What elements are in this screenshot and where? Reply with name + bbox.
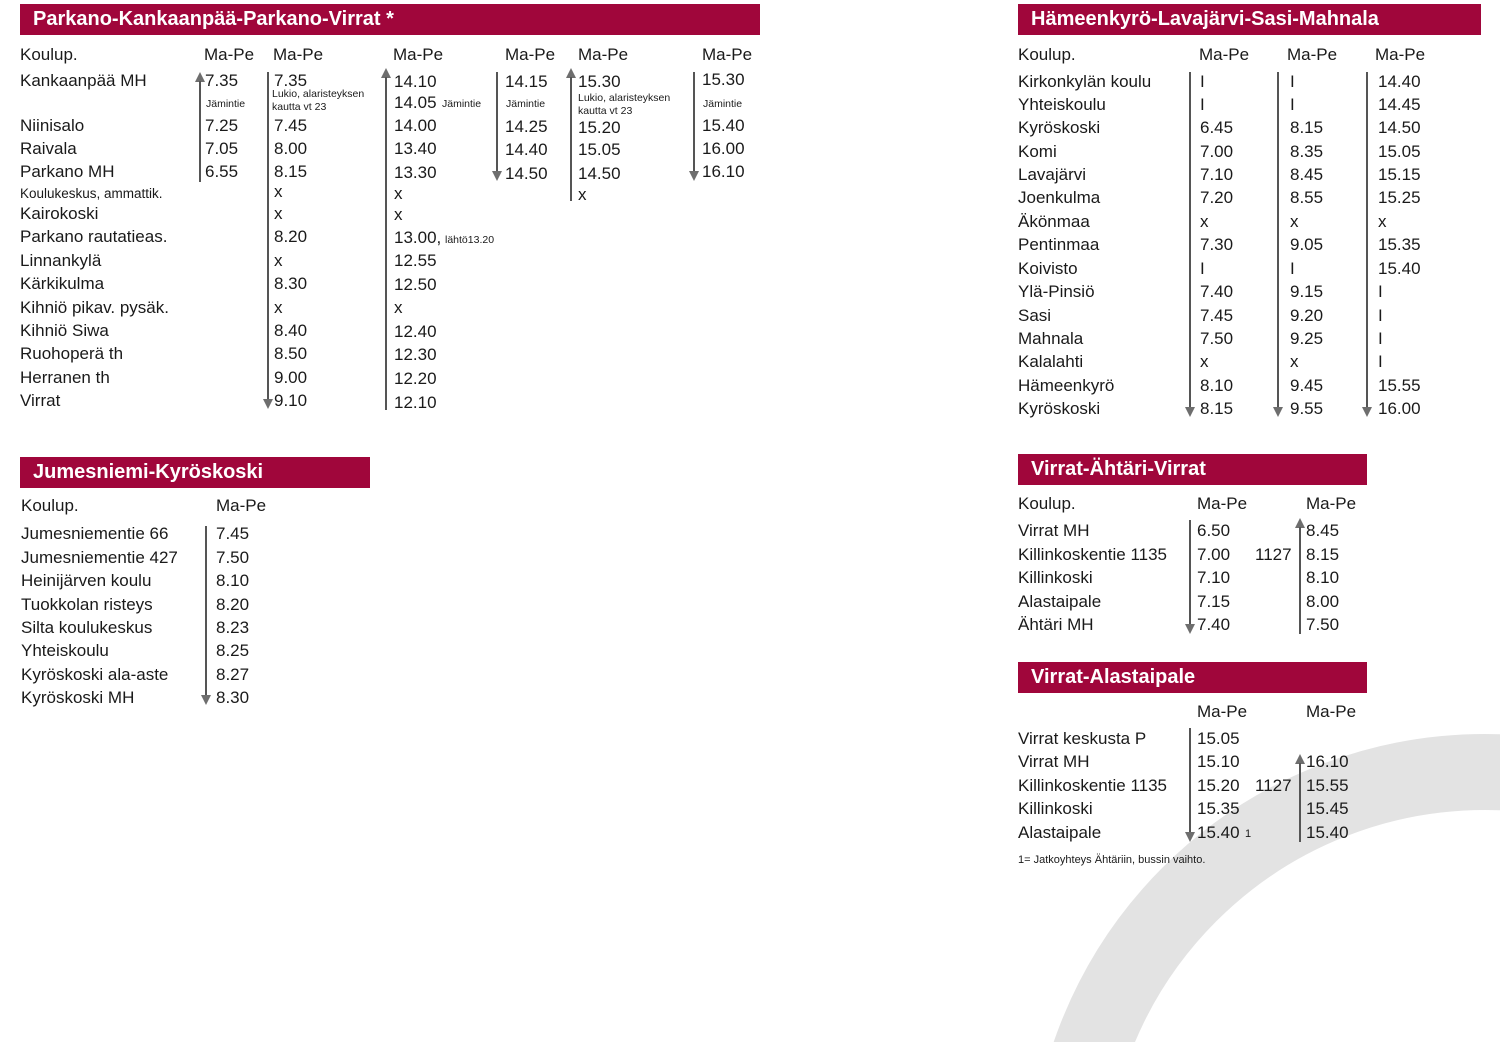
departure-time: 8.00 <box>1306 592 1340 611</box>
column-header-days: Ma-Pe <box>1287 45 1338 64</box>
stop-name: Virrat MH <box>1018 521 1090 540</box>
departure-time: 12.50 <box>394 275 437 294</box>
stop-name: Kihniö Siwa <box>20 321 109 340</box>
stop-name: Kyröskoski MH <box>21 688 135 707</box>
departure-time: 16.10 <box>1306 752 1349 771</box>
departure-time: 15.55 <box>1378 376 1421 395</box>
departure-time: 9.00 <box>274 368 308 387</box>
departure-time: 7.50 <box>216 548 250 567</box>
stop-name: Kairokoski <box>20 204 99 223</box>
stop-name: Parkano rautatieas. <box>20 227 168 246</box>
departure-time: 9.10 <box>274 391 308 410</box>
departure-time: 16.10 <box>702 162 745 181</box>
route-note: lähtö13.20 <box>445 234 495 246</box>
departure-time: 16.00 <box>1378 399 1421 418</box>
departure-time: x <box>394 298 403 317</box>
departure-time: x <box>1290 212 1299 231</box>
table-title: Virrat-Alastaipale <box>1018 662 1367 693</box>
arrow-down-icon <box>1185 832 1195 842</box>
departure-time: 9.15 <box>1290 282 1324 301</box>
departure-time: 15.40 <box>1306 823 1349 842</box>
departure-time: 7.05 <box>205 139 239 158</box>
departure-time: 14.10 <box>394 72 437 91</box>
direction-line <box>496 72 498 172</box>
arrow-down-icon <box>1185 407 1195 417</box>
departure-time: x <box>274 251 283 270</box>
stop-name: Alastaipale <box>1018 592 1102 611</box>
departure-time: x <box>1200 212 1209 231</box>
departure-time: 14.50 <box>505 164 548 183</box>
stop-name: Killinkoski <box>1018 799 1093 818</box>
departure-time: 13.40 <box>394 139 437 158</box>
direction-line <box>1189 72 1191 408</box>
departure-time: 7.40 <box>1200 282 1234 301</box>
departure-time: 13.30 <box>394 163 437 182</box>
departure-time: x <box>274 204 283 223</box>
route-note: kautta vt 23 <box>578 105 633 117</box>
stop-number: 1127 <box>1255 545 1292 564</box>
column-header-days: Ma-Pe <box>204 45 255 64</box>
direction-line <box>1299 763 1301 842</box>
departure-time: 7.35 <box>205 71 239 90</box>
departure-time: 8.15 <box>1306 545 1340 564</box>
stop-name: Joenkulma <box>1018 188 1101 207</box>
departure-time: 6.50 <box>1197 521 1231 540</box>
stop-name: Kyröskoski <box>1018 399 1101 418</box>
departure-time: 8.45 <box>1290 165 1324 184</box>
stop-name: Killinkoski <box>1018 568 1093 587</box>
departure-time: 8.15 <box>1200 399 1234 418</box>
direction-line <box>205 526 207 696</box>
departure-time: 12.55 <box>394 251 437 270</box>
route-note: Jämintie <box>703 98 743 110</box>
departure-time: 7.50 <box>1200 329 1234 348</box>
departure-time: 7.45 <box>274 116 308 135</box>
departure-time: I <box>1290 72 1295 91</box>
stop-name: Virrat keskusta P <box>1018 729 1147 748</box>
stop-name: Koivisto <box>1018 259 1078 278</box>
stop-name: Herranen th <box>20 368 110 387</box>
departure-time: 12.20 <box>394 369 437 388</box>
departure-time: 15.45 <box>1306 799 1349 818</box>
departure-time: x <box>274 182 283 201</box>
stop-name: Ylä-Pinsiö <box>1018 282 1095 301</box>
departure-time: 8.55 <box>1290 188 1324 207</box>
stop-name: Pentinmaa <box>1018 235 1100 254</box>
column-header-days: Ma-Pe <box>578 45 629 64</box>
departure-time: 13.00, <box>394 228 442 247</box>
column-header-days: Ma-Pe <box>1199 45 1250 64</box>
departure-time: 14.40 <box>1378 72 1421 91</box>
direction-line <box>199 81 201 182</box>
direction-line <box>1189 520 1191 625</box>
departure-time: 15.35 <box>1197 799 1240 818</box>
arrow-down-icon <box>492 171 502 181</box>
departure-time: 15.10 <box>1197 752 1240 771</box>
column-header-days: Ma-Pe <box>1375 45 1426 64</box>
stop-name: Mahnala <box>1018 329 1084 348</box>
departure-time: 15.40 <box>1197 823 1240 842</box>
departure-time: 9.45 <box>1290 376 1324 395</box>
departure-time: 6.55 <box>205 162 239 181</box>
departure-time: x <box>394 184 403 203</box>
departure-time: 14.40 <box>505 140 548 159</box>
direction-line <box>1189 728 1191 833</box>
table-title: Virrat-Ähtäri-Virrat <box>1018 454 1367 485</box>
direction-line <box>267 72 269 400</box>
arrow-down-icon <box>201 695 211 705</box>
route-note: kautta vt 23 <box>272 101 327 113</box>
direction-line <box>1299 527 1301 634</box>
arrow-down-icon <box>689 171 699 181</box>
stop-name: Kärkikulma <box>20 274 105 293</box>
arrow-down-icon <box>263 399 273 409</box>
departure-time: 15.20 <box>578 118 621 137</box>
arrow-down-icon <box>1362 407 1372 417</box>
departure-time: I <box>1290 95 1295 114</box>
departure-time: 8.00 <box>274 139 308 158</box>
departure-time: 8.35 <box>1290 142 1324 161</box>
departure-time: I <box>1200 72 1205 91</box>
departure-time: 7.45 <box>216 524 250 543</box>
stop-name: Alastaipale <box>1018 823 1102 842</box>
stop-name: Virrat MH <box>1018 752 1090 771</box>
departure-time: 8.30 <box>216 688 250 707</box>
route-note: Jämintie <box>206 98 246 110</box>
column-header-days: Ma-Pe <box>1306 494 1357 513</box>
stop-name: Silta koulukeskus <box>21 618 153 637</box>
departure-time: 7.10 <box>1197 568 1231 587</box>
departure-time: 12.40 <box>394 322 437 341</box>
departure-time: 14.50 <box>1378 118 1421 137</box>
departure-time: 8.10 <box>1306 568 1340 587</box>
departure-time: 7.45 <box>1200 306 1234 325</box>
direction-line <box>1277 72 1279 408</box>
stop-name: Virrat <box>20 391 61 410</box>
departure-time: 15.40 <box>1378 259 1421 278</box>
departure-time: 15.05 <box>1378 142 1421 161</box>
departure-time: 7.25 <box>205 116 239 135</box>
column-header-days: Ma-Pe <box>1197 702 1248 721</box>
stop-name: Kankaanpää MH <box>20 71 147 90</box>
departure-time: 8.27 <box>216 665 250 684</box>
stop-name: Jumesniementie 66 <box>21 524 169 543</box>
stop-name: Killinkoskentie 1135 <box>1018 776 1167 795</box>
stop-name: Koulukeskus, ammattik. <box>20 186 163 201</box>
departure-time: I <box>1378 352 1383 371</box>
arrow-down-icon <box>1273 407 1283 417</box>
departure-time: 8.25 <box>216 641 250 660</box>
departure-time: 14.25 <box>505 117 548 136</box>
departure-time: 14.00 <box>394 116 437 135</box>
departure-time: 15.05 <box>578 140 621 159</box>
departure-time: 14.45 <box>1378 95 1421 114</box>
column-header-days: Ma-Pe <box>702 45 753 64</box>
departure-time: x <box>274 298 283 317</box>
departure-time: 7.10 <box>1200 165 1234 184</box>
departure-time: 15.35 <box>1378 235 1421 254</box>
departure-time: 7.35 <box>274 71 308 90</box>
route-note: Jämintie <box>506 98 546 110</box>
footnote: 1= Jatkoyhteys Ähtäriin, bussin vaihto. <box>1018 854 1206 866</box>
departure-time: 12.10 <box>394 393 437 412</box>
stop-name: Raivala <box>20 139 77 158</box>
direction-line <box>385 77 387 410</box>
departure-time: 6.45 <box>1200 118 1234 137</box>
stop-name: Kirkonkylän koulu <box>1018 72 1152 91</box>
departure-time: I <box>1378 282 1383 301</box>
departure-time: 14.15 <box>505 72 548 91</box>
stop-name: Niinisalo <box>20 116 85 135</box>
departure-time: 15.20 <box>1197 776 1240 795</box>
stop-number: 1127 <box>1255 776 1292 795</box>
column-header-days: Ma-Pe <box>273 45 324 64</box>
route-note: Jämintie <box>442 98 482 110</box>
stop-name: Tuokkolan risteys <box>21 595 153 614</box>
table-title: Jumesniemi-Kyröskoski <box>20 457 370 488</box>
stop-name: Parkano MH <box>20 162 115 181</box>
footnote-marker: 1 <box>1245 828 1252 840</box>
column-header-stop: Koulup. <box>1018 45 1076 64</box>
direction-line <box>693 72 695 172</box>
departure-time: x <box>1378 212 1387 231</box>
stop-name: Yhteiskoulu <box>21 641 109 660</box>
stop-name: Killinkoskentie 1135 <box>1018 545 1167 564</box>
departure-time: 8.20 <box>216 595 250 614</box>
departure-time: I <box>1378 306 1383 325</box>
departure-time: 15.25 <box>1378 188 1421 207</box>
column-header-stop: Koulup. <box>21 496 79 515</box>
table-title: Parkano-Kankaanpää-Parkano-Virrat * <box>20 4 760 35</box>
column-header-days: Ma-Pe <box>216 496 267 515</box>
departure-time: 7.00 <box>1200 142 1234 161</box>
departure-time: 7.20 <box>1200 188 1234 207</box>
departure-time: x <box>1200 352 1209 371</box>
column-header-days: Ma-Pe <box>1197 494 1248 513</box>
arrow-down-icon <box>1185 624 1195 634</box>
route-note: Lukio, alaristeyksen <box>578 92 671 104</box>
stop-name: Linnankylä <box>20 251 102 270</box>
departure-time: 7.50 <box>1306 615 1340 634</box>
stop-name: Sasi <box>1018 306 1052 325</box>
departure-time: 8.30 <box>274 274 308 293</box>
departure-time: I <box>1378 329 1383 348</box>
column-header-days: Ma-Pe <box>1306 702 1357 721</box>
column-header-days: Ma-Pe <box>505 45 556 64</box>
stop-name: Yhteiskoulu <box>1018 95 1106 114</box>
stop-name: Hämeenkyrö <box>1018 376 1115 395</box>
departure-time: 9.55 <box>1290 399 1324 418</box>
direction-line <box>1366 72 1368 408</box>
departure-time: 15.15 <box>1378 165 1421 184</box>
direction-line <box>570 77 572 201</box>
departure-time: x <box>394 205 403 224</box>
departure-time: 15.30 <box>702 70 745 89</box>
route-note: Lukio, alaristeyksen <box>272 88 365 100</box>
departure-time: 7.40 <box>1197 615 1231 634</box>
departure-time: 9.20 <box>1290 306 1324 325</box>
departure-time: 8.10 <box>216 571 250 590</box>
departure-time: 7.15 <box>1197 592 1231 611</box>
departure-time: 8.15 <box>274 162 308 181</box>
stop-name: Komi <box>1018 142 1057 161</box>
departure-time: 12.30 <box>394 345 437 364</box>
departure-time: 8.20 <box>274 227 308 246</box>
table-title: Hämeenkyrö-Lavajärvi-Sasi-Mahnala <box>1018 4 1481 35</box>
column-header-stop: Koulup. <box>1018 494 1076 513</box>
departure-time: x <box>1290 352 1299 371</box>
stop-name: Ähtäri MH <box>1018 615 1094 634</box>
stop-name: Kihniö pikav. pysäk. <box>20 298 169 317</box>
departure-time: 15.55 <box>1306 776 1349 795</box>
departure-time: 16.00 <box>702 139 745 158</box>
departure-time: 9.05 <box>1290 235 1324 254</box>
departure-time: I <box>1290 259 1295 278</box>
departure-time: 8.40 <box>274 321 308 340</box>
departure-time: x <box>578 185 587 204</box>
departure-time: 9.25 <box>1290 329 1324 348</box>
departure-time: 14.05 <box>394 93 437 112</box>
departure-time: 14.50 <box>578 164 621 183</box>
stop-name: Heinijärven koulu <box>21 571 152 590</box>
column-header-days: Ma-Pe <box>393 45 444 64</box>
departure-time: 8.10 <box>1200 376 1234 395</box>
stop-name: Jumesniementie 427 <box>21 548 178 567</box>
stop-name: Äkönmaa <box>1018 212 1090 231</box>
departure-time: 7.30 <box>1200 235 1234 254</box>
stop-name: Kyröskoski ala-aste <box>21 665 169 684</box>
departure-time: I <box>1200 259 1205 278</box>
departure-time: 8.50 <box>274 344 308 363</box>
stop-name: Ruohoperä th <box>20 344 124 363</box>
departure-time: I <box>1200 95 1205 114</box>
departure-time: 8.23 <box>216 618 250 637</box>
departure-time: 15.40 <box>702 116 745 135</box>
departure-time: 7.00 <box>1197 545 1231 564</box>
departure-time: 15.05 <box>1197 729 1240 748</box>
departure-time: 15.30 <box>578 72 621 91</box>
departure-time: 8.45 <box>1306 521 1340 540</box>
departure-time: 8.15 <box>1290 118 1324 137</box>
stop-name: Kyröskoski <box>1018 118 1101 137</box>
stop-name: Kalalahti <box>1018 352 1084 371</box>
stop-name: Lavajärvi <box>1018 165 1087 184</box>
column-header-stop: Koulup. <box>20 45 78 64</box>
